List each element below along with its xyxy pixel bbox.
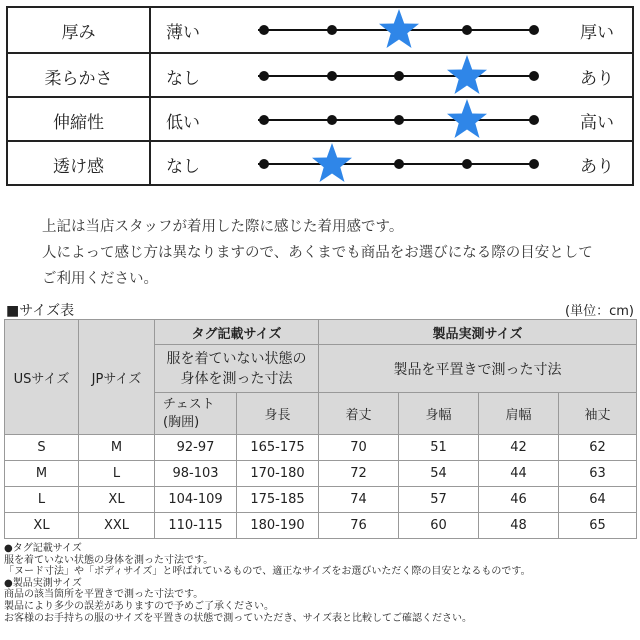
table-row: [5, 435, 637, 461]
attribute-row-stretch: [8, 96, 632, 142]
rating-star-icon: [312, 142, 352, 184]
header-measured-size: 製品実測サイズ: [319, 320, 637, 345]
cell-width: 51: [399, 435, 479, 461]
table-row: [5, 487, 637, 513]
note-line: 上記は当店スタッフが着用した際に感じた着用感です。: [42, 219, 404, 235]
size-table-unit: (単位：cm): [565, 304, 634, 319]
scale-dot: [529, 159, 539, 169]
scale-dot: [529, 71, 539, 81]
attribute-scale: [6, 6, 634, 186]
cell-height: 165-175: [237, 435, 319, 461]
cell-us: XL: [5, 513, 79, 539]
cell-jp: XXL: [79, 513, 155, 539]
attribute-name: 厚み: [8, 8, 151, 52]
cell-us: L: [5, 487, 79, 513]
scale-dot: [394, 159, 404, 169]
table-row: [5, 461, 637, 487]
scale-dot: [259, 115, 269, 125]
attribute-row-softness: [8, 52, 632, 98]
attribute-name: 透け感: [8, 142, 151, 186]
scale-dot: [327, 25, 337, 35]
footnote-line: 製品により多少の誤差がありますので予めご了承ください。: [4, 600, 274, 612]
cell-length: 72: [319, 461, 399, 487]
tag-desc-line: 身体を測った寸法: [180, 370, 293, 387]
cell-height: 170-180: [237, 461, 319, 487]
scale-dot: [529, 115, 539, 125]
footnotes: [4, 543, 531, 624]
attribute-low-label: 薄い: [166, 22, 200, 43]
cell-us: M: [5, 461, 79, 487]
header-jp-size: JPサイズ: [79, 320, 155, 435]
scale-dot: [462, 25, 472, 35]
cell-shoulder: 42: [479, 435, 559, 461]
attribute-row-thickness: [8, 8, 632, 52]
cell-shoulder: 48: [479, 513, 559, 539]
cell-sleeve: 65: [559, 513, 637, 539]
header-tag-size: タグ記載サイズ: [155, 320, 319, 345]
header-chest: [155, 393, 237, 435]
scale-dot: [394, 115, 404, 125]
cell-sleeve: 62: [559, 435, 637, 461]
header-height: 身長: [237, 393, 319, 435]
cell-chest: 92-97: [155, 435, 237, 461]
scale-dot: [529, 25, 539, 35]
cell-chest: 110-115: [155, 513, 237, 539]
cell-sleeve: 64: [559, 487, 637, 513]
cell-us: S: [5, 435, 79, 461]
cell-width: 60: [399, 513, 479, 539]
fit-note: [42, 214, 593, 292]
header-width: 身幅: [399, 393, 479, 435]
table-row: [5, 513, 637, 539]
scale-dot: [259, 71, 269, 81]
chest-sublabel: (胸囲): [163, 414, 200, 430]
note-line: 人によって感じ方は異なりますので、あくまでも商品をお選びになる際の目安として: [42, 245, 593, 261]
footnote-line: ●タグ記載サイズ: [4, 543, 82, 554]
cell-length: 74: [319, 487, 399, 513]
cell-chest: 98-103: [155, 461, 237, 487]
footnote-line: 商品の該当箇所を平置きで測った寸法です。: [4, 589, 204, 601]
scale-dot: [462, 159, 472, 169]
header-sleeve: 袖丈: [559, 393, 637, 435]
cell-shoulder: 46: [479, 487, 559, 513]
cell-sleeve: 63: [559, 461, 637, 487]
cell-height: 175-185: [237, 487, 319, 513]
attribute-row-sheerness: [8, 140, 632, 186]
scale-dot: [327, 115, 337, 125]
cell-length: 70: [319, 435, 399, 461]
note-line: ご利用ください。: [42, 271, 158, 287]
scale-dot: [327, 71, 337, 81]
tag-desc-line: 服を着ていない状態の: [166, 350, 307, 367]
scale-dot: [259, 159, 269, 169]
cell-width: 57: [399, 487, 479, 513]
tag-size-description: [155, 345, 319, 393]
header-shoulder: 肩幅: [479, 393, 559, 435]
attribute-name: 伸縮性: [8, 98, 151, 142]
cell-width: 54: [399, 461, 479, 487]
attribute-low-label: 低い: [166, 112, 200, 133]
rating-star-icon: [447, 54, 487, 96]
attribute-low-label: なし: [166, 156, 200, 177]
cell-jp: XL: [79, 487, 155, 513]
attribute-high-label: あり: [580, 68, 614, 89]
rating-star-icon: [447, 98, 487, 140]
measured-size-description: 製品を平置きで測った寸法: [319, 345, 637, 393]
footnote-line: お客様のお手持ちの服のサイズを平置きの状態で測っていただき、サイズ表と比較してご確認ください。: [4, 612, 472, 624]
footnote-line: ●製品実測サイズ: [4, 577, 82, 589]
scale-dot: [394, 71, 404, 81]
cell-chest: 104-109: [155, 487, 237, 513]
cell-length: 76: [319, 513, 399, 539]
footnote-line: 「ヌード寸法」や「ボディサイズ」と呼ばれているもので、適正なサイズをお選びいただく際の目安となるものです。: [4, 566, 531, 578]
footnote-line: 服を着ていない状態の身体を測った寸法です。: [4, 554, 214, 566]
scale-dot: [259, 25, 269, 35]
chest-label: チェスト: [163, 396, 215, 412]
size-table-title: ■サイズ表: [6, 303, 75, 319]
cell-shoulder: 44: [479, 461, 559, 487]
size-table: [4, 319, 637, 539]
cell-jp: M: [79, 435, 155, 461]
attribute-high-label: 厚い: [580, 22, 614, 43]
attribute-name: 柔らかさ: [8, 54, 151, 98]
attribute-high-label: あり: [580, 156, 614, 177]
header-us-size: USサイズ: [5, 320, 79, 435]
header-length: 着丈: [319, 393, 399, 435]
rating-star-icon: [379, 8, 419, 50]
attribute-high-label: 高い: [580, 112, 614, 133]
cell-jp: L: [79, 461, 155, 487]
attribute-low-label: なし: [166, 68, 200, 89]
cell-height: 180-190: [237, 513, 319, 539]
